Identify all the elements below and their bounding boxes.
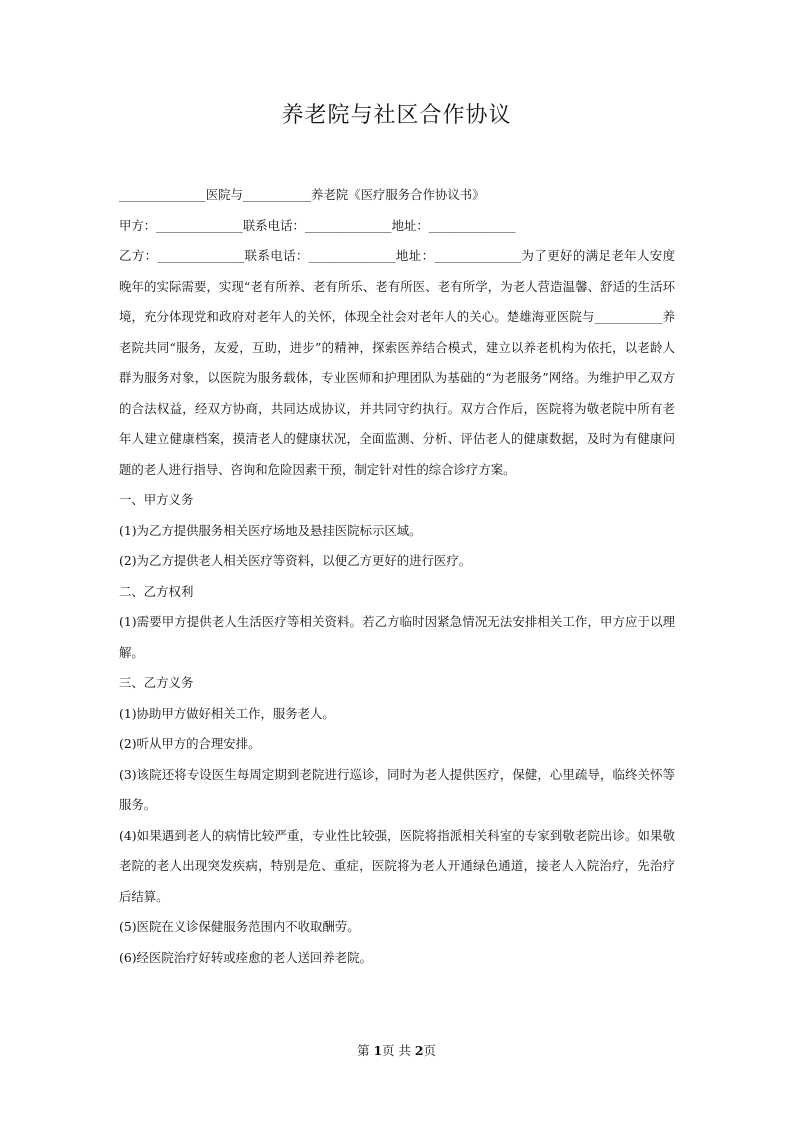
clause-a-2: (2)为乙方提供老人相关医疗等资料，以便乙方更好的进行医疗。 — [119, 553, 472, 568]
total-page-number: 2 — [414, 1043, 424, 1058]
document-title: 养老院与社区合作协议 — [281, 103, 512, 128]
clause-b-1: (1)协助甲方做好相关工作，服务老人。 — [119, 705, 335, 721]
clause-b-5: (5)医院在义诊保健服务范围内不收取酬劳。 — [119, 919, 360, 934]
party-b-and-preamble: 乙方：______________联系电话：______________地址：______________为了更好的满足老年人安度晚年的实际需要，实现“老有所养、老有所乐、老有所医、老有所学，为老人营造温馨、舒适的生活环境，充分体现党和政府对老年人的关怀，体现全社会对老年人的关心。楚雄海亚医院与___________养老院共同“服务，友爱，互助，进步”的精神，探索医养结合模式，建立以养老机构为依托，以老龄人群为服务对象，以医院为服务载体，专业医师和护理团队为基础的“为老服务”网络。为维护甲乙双方的合法权益，经双方协商，共同达成协议，并共同守约执行。双方合作后，医院将为敬老院中所有老年人建立健康档案，摸清老人的健康状况，全面监测、分析、评估老人的健康数据，及时为有健康问题的老人进行指导、咨询和危险因素干预，制定针对性的综合诊疗方案。 — [119, 248, 675, 477]
page-footer — [0, 1040, 793, 1062]
clause-b-4: (4)如果遇到老人的病情比较严重，专业性比较强，医院将指派相关科室的专家到敬老院出诊。如果敬老院的老人出现突发疾病，特别是危、重症，医院将为老人开通绿色通道，接老人入院治疗，先治疗后结算。 — [119, 827, 675, 904]
section-heading-party-a-obligations: 一、甲方义务 — [119, 492, 194, 507]
section-heading-party-b-obligations: 三、乙方义务 — [119, 675, 194, 690]
clause-b-6: (6)经医院治疗好转或痊愈的老人送回养老院。 — [119, 949, 372, 965]
document-body — [119, 180, 675, 973]
footer-suffix: 页 — [423, 1043, 436, 1058]
section-heading-party-b-rights: 二、乙方权利 — [119, 583, 194, 599]
footer-middle: 页 共 — [382, 1043, 415, 1058]
clause-b-2: (2)听从甲方的合理安排。 — [119, 736, 261, 751]
clause-b-3: (3)该院还将专设医生每周定期到老院进行巡诊，同时为老人提供医疗，保健，心里疏导，临终关怀等服务。 — [119, 766, 675, 812]
footer-prefix: 第 — [357, 1043, 374, 1058]
clause-a-1: (1)为乙方提供服务相关医疗场地及悬挂医院标示区域。 — [119, 522, 422, 538]
contract-heading-line: ______________医院与___________养老院《医疗服务合作协议书》 — [119, 187, 485, 202]
current-page-number: 1 — [373, 1043, 383, 1058]
party-a-line: 甲方：______________联系电话：______________地址：______________ — [119, 217, 516, 233]
clause-b-rights-1: (1)需要甲方提供老人生活医疗等相关资料。若乙方临时因紧急情况无法安排相关工作，甲方应于以理解。 — [119, 614, 675, 660]
